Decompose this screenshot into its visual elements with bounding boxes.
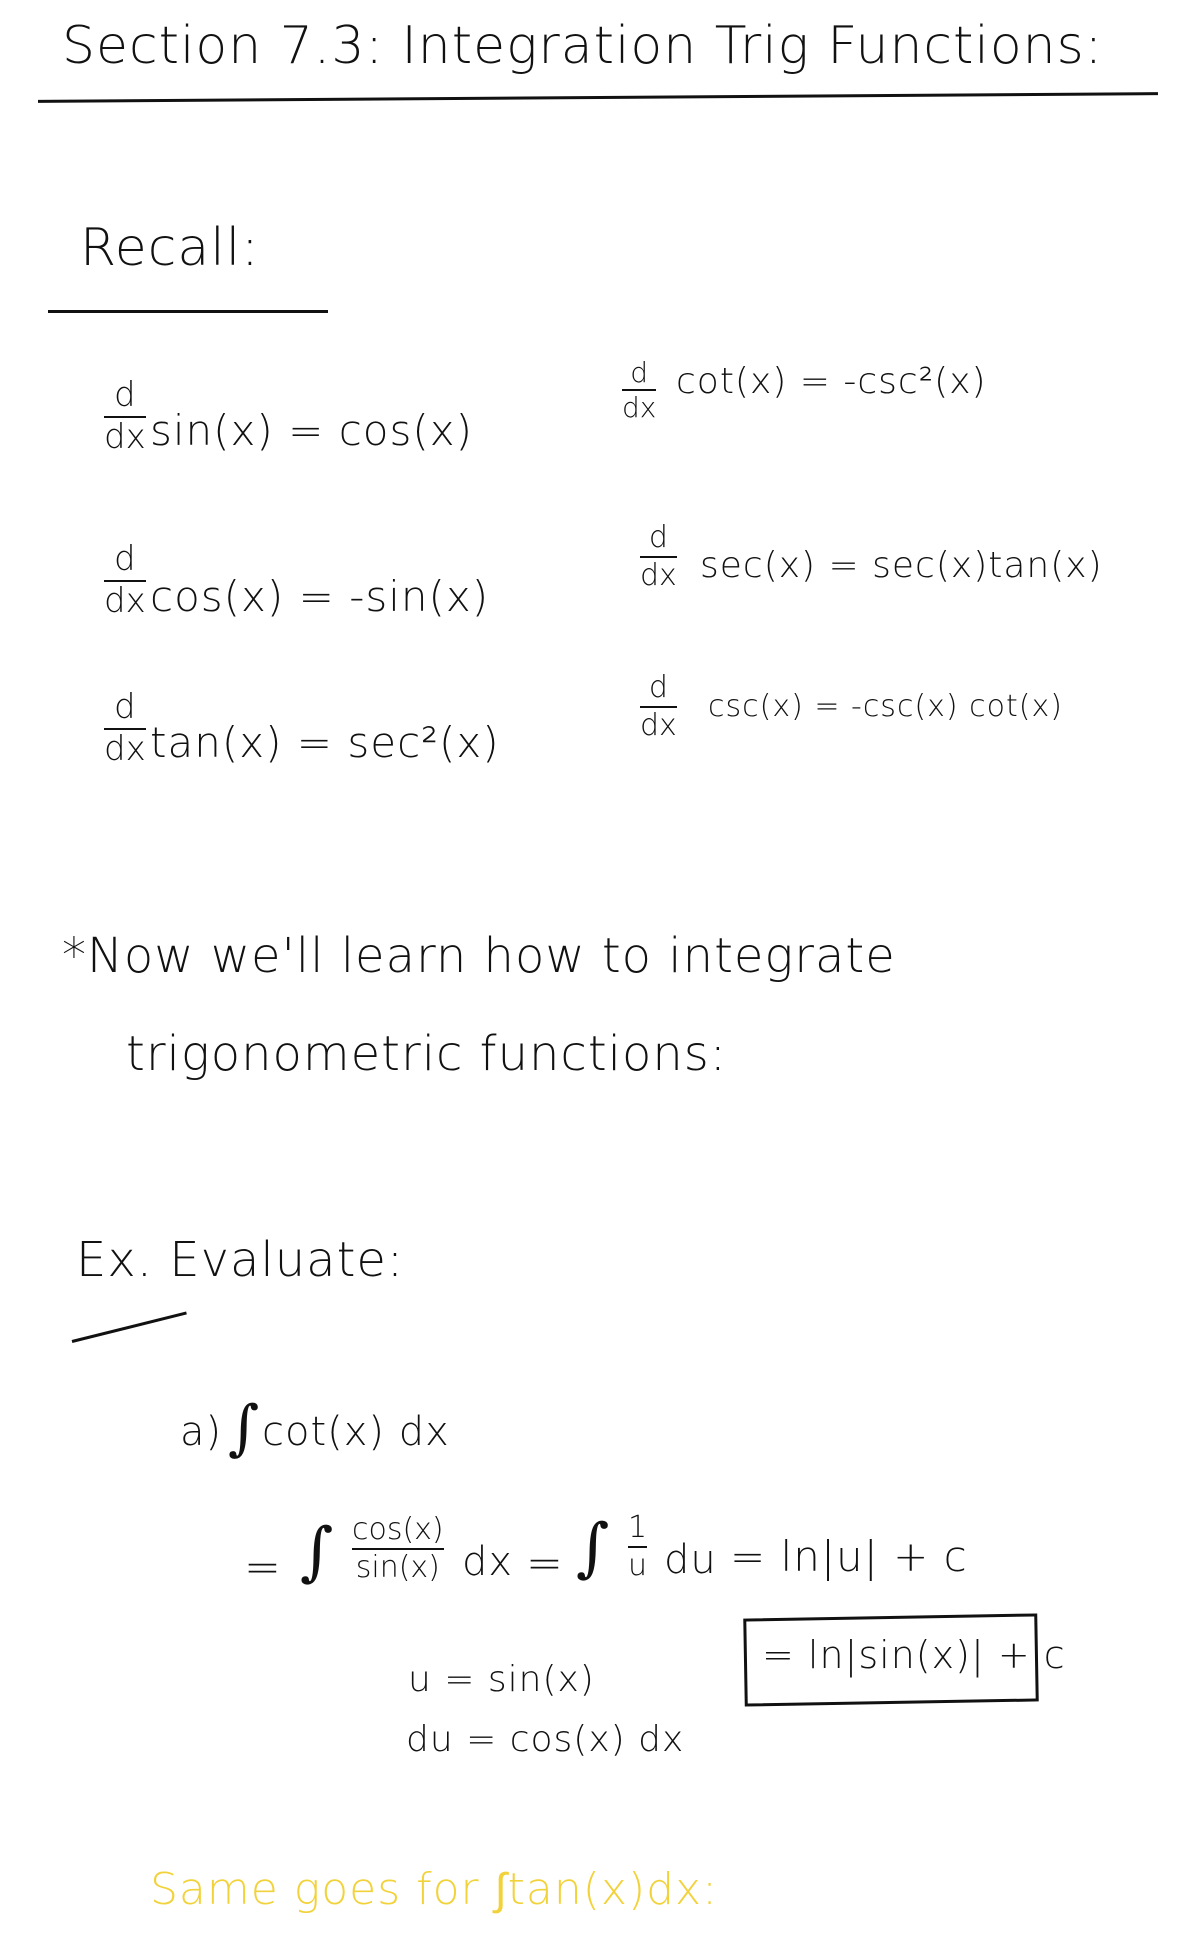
numerator-cos: cos(x) [352,1512,444,1547]
derivative-cos: cos(x) = -sin(x) [150,572,490,621]
part-a-label: a) [180,1409,223,1455]
recall-underline [48,310,328,313]
derivative-tan: tan(x) = sec²(x) [150,718,500,767]
dx-label: dx [462,1539,514,1585]
dx-label: dx [104,728,146,769]
dx-label: dx [640,557,677,593]
integral-sign: ∫ [228,1393,260,1463]
substitution-u: u = sin(x) [408,1659,595,1700]
dx-label: dx [640,707,677,743]
integral-sign: ∫ [576,1511,610,1585]
d-label: d [114,375,136,415]
derivative-csc: csc(x) = -csc(x) cot(x) [708,689,1063,724]
cos-over-sin-fraction [352,1514,444,1583]
d-label: d [648,520,668,555]
d-dx-operator [104,375,146,457]
d-dx-operator [104,539,146,621]
title-underline [38,92,1158,103]
d-dx-operator [640,522,677,591]
denominator-sin: sin(x) [355,1549,440,1585]
du-label: du [664,1537,717,1583]
derivative-sec: sec(x) = sec(x)tan(x) [700,545,1103,586]
derivative-sin: sin(x) = cos(x) [150,406,473,455]
dx-label: dx [104,416,146,457]
boxed-answer: = ln|sin(x)| + c [762,1633,1066,1677]
numerator-one: 1 [628,1510,648,1545]
d-label: d [114,539,136,579]
recall-heading: Recall: [80,218,260,278]
example-underline [72,1311,187,1342]
dx-label: dx [622,391,657,425]
derivative-cot: cot(x) = -csc²(x) [676,361,987,402]
intermediate-result: = ln|u| + c [730,1532,968,1581]
denominator-u: u [628,1547,648,1583]
part-a-integrand: cot(x) dx [262,1409,450,1455]
integral-sign: ∫ [300,1515,334,1589]
d-dx-operator [104,687,146,769]
d-label: d [630,356,649,389]
page-title: Section 7.3: Integration Trig Functions: [62,16,1104,76]
example-heading: Ex. Evaluate: [76,1232,405,1288]
dx-label: dx [104,580,146,621]
note-line-2: trigonometric functions: [126,1026,727,1082]
footer-note: Same goes for ∫tan(x)dx: [150,1864,718,1915]
substitution-du: du = cos(x) dx [406,1719,685,1760]
equals-sign: = [526,1538,564,1589]
note-line-1: *Now we'll learn how to integrate [62,928,896,984]
equals-sign: = [244,1542,282,1593]
d-dx-operator [640,672,677,741]
d-label: d [114,687,136,727]
d-label: d [648,670,668,705]
d-dx-operator [622,358,656,423]
one-over-u-fraction [628,1512,647,1581]
